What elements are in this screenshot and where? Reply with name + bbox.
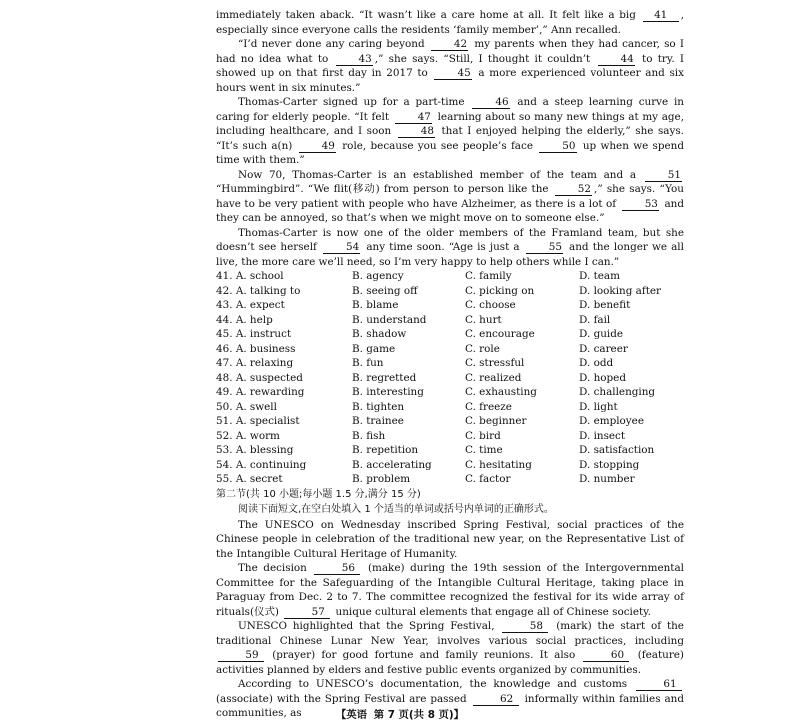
footer-subject: 【英语: [335, 709, 368, 721]
option-b: B. game: [352, 342, 396, 355]
option-d: D. fail: [579, 313, 611, 326]
option-row: [216, 269, 684, 284]
option-row: [216, 356, 684, 371]
option-a: 49. A. rewarding: [216, 386, 305, 398]
option-row: [216, 458, 684, 473]
option-a: 54. A. continuing: [216, 458, 307, 471]
option-b: B. accelerating: [352, 458, 432, 471]
blank-59: 59: [218, 650, 264, 662]
option-b: B. agency: [352, 270, 404, 282]
option-b: B. blame: [352, 299, 399, 311]
option-c: C. encourage: [465, 328, 535, 340]
option-row: [216, 284, 684, 299]
option-row: [216, 385, 684, 400]
option-a: 44. A. help: [216, 313, 273, 326]
option-row: [216, 342, 684, 357]
option-c: C. picking on: [465, 284, 535, 297]
option-c: C. realized: [465, 371, 522, 384]
option-row: [216, 429, 684, 444]
footer-page-number: 第 7 页(共 8 页)】: [373, 709, 465, 721]
option-row: [216, 298, 684, 313]
option-row: [216, 414, 684, 429]
option-c: C. stressful: [465, 357, 525, 369]
option-c: C. hesitating: [465, 458, 532, 471]
section-instruction: 阅读下面短文,在空白处填入 1 个适当的单词或括号内单词的正确形式。: [238, 504, 554, 515]
blank-52: 52: [555, 184, 592, 196]
option-b: B. tighten: [352, 400, 405, 413]
blank-62: 62: [473, 694, 519, 706]
option-b: B. seeing off: [352, 284, 418, 297]
blank-42: 42: [431, 39, 468, 51]
option-b: B. fish: [352, 429, 386, 442]
option-d: D. light: [579, 400, 618, 413]
option-a: 51. A. specialist: [216, 415, 300, 427]
paragraph: Thomas-Carter signed up for a part-time 46 and a steep learning curve in caring for elderly people. “It felt 47 learning about so many new things at my age, including healthcare, and I soon 48 that I enjoyed helping the elderly,” she says. “It’s such a(n) 49 role, because you see people’s face 50 up when we spend time with them.”: [216, 96, 685, 166]
section-heading: 第二节(共 10 小题;每小题 1.5 分,满分 15 分): [216, 488, 421, 500]
option-row: [216, 400, 684, 415]
option-c: C. time: [465, 444, 503, 456]
blank-45: 45: [434, 68, 471, 80]
paragraph: According to UNESCO’s documentation, the knowledge and customs 61 (associate) with the Spring Festival are passed 62 informally within families and communities, as: [216, 678, 685, 719]
option-c: C. beginner: [465, 415, 527, 427]
option-b: B. fun: [352, 357, 384, 369]
paragraph: UNESCO highlighted that the Spring Festival, 58 (mark) the start of the traditional Chinese Lunar New Year, involves various social practices, including 59 (prayer) for good fortune and family reunions. It also 60 (feature) activities planned by elders and festive public events organized by communities.: [216, 620, 684, 676]
blank-54: 54: [323, 242, 360, 254]
blank-58: 58: [502, 621, 548, 633]
blank-61: 61: [636, 679, 682, 691]
paragraph: Thomas-Carter is now one of the older members of the Framland team, but she doesn’t see herself 54 any time soon. “Age is just a 55 and the longer we all live, the more care we’ll need, so I’m very happy to help others while I can.”: [216, 226, 684, 268]
option-c: C. choose: [465, 299, 516, 311]
blank-47: 47: [395, 112, 432, 124]
blank-43: 43: [336, 54, 373, 66]
option-d: D. employee: [579, 415, 644, 427]
option-d: D. odd: [579, 357, 614, 369]
blank-57: 57: [284, 607, 330, 619]
blank-50: 50: [539, 141, 576, 153]
blank-53: 53: [622, 199, 659, 211]
option-row: [216, 371, 684, 386]
paragraph: Now 70, Thomas-Carter is an established member of the team and a 51 “Hummingbird”. “We flit(移动) from person to person like the 52 ,” she says. “You have to be very patient with people who have Alzheimer, as there is a lot of 53 and they can be annoyed, so that’s when we might move on to someone else.”: [216, 168, 684, 224]
option-d: D. looking after: [579, 284, 661, 297]
option-d: D. benefit: [579, 299, 631, 311]
blank-60: 60: [583, 650, 629, 662]
option-b: B. regretted: [352, 371, 417, 384]
exam-page: [216, 8, 684, 721]
blank-46: 46: [472, 97, 509, 109]
option-a: 50. A. swell: [216, 400, 277, 413]
option-d: D. hoped: [579, 371, 626, 384]
option-c: C. hurt: [465, 313, 502, 326]
option-d: D. team: [579, 270, 620, 282]
option-row: [216, 443, 684, 458]
option-c: C. role: [465, 342, 500, 355]
blank-44: 44: [598, 54, 635, 66]
page-footer: [0, 706, 800, 721]
option-a: 42. A. talking to: [216, 284, 301, 297]
option-row: [216, 472, 684, 487]
blank-51: 51: [645, 170, 682, 182]
option-a: 48. A. suspected: [216, 371, 303, 384]
option-b: B. shadow: [352, 328, 407, 340]
option-a: 47. A. relaxing: [216, 357, 294, 369]
option-a: 53. A. blessing: [216, 444, 294, 456]
option-a: 52. A. worm: [216, 429, 280, 442]
option-a: 43. A. expect: [216, 299, 285, 311]
option-a: 55. A. secret: [216, 473, 283, 485]
option-d: D. stopping: [579, 458, 640, 471]
option-a: 46. A. business: [216, 342, 296, 355]
option-c: C. family: [465, 270, 512, 282]
paragraph: The decision 56 (make) during the 19th session of the Intergovernmental Committee for the Safeguarding of the Intangible Cultural Heritage, taking place in Paraguay from Dec. 2 to 7. The committee recognized the festival for its wide array of rituals(仪式) 57 unique cultural elements that engage all of Chinese society.: [216, 562, 684, 618]
option-d: D. number: [579, 473, 635, 485]
option-c: C. freeze: [465, 400, 512, 413]
option-b: B. problem: [352, 473, 411, 485]
option-row: [216, 327, 684, 342]
option-d: D. satisfaction: [579, 444, 655, 456]
option-b: B. interesting: [352, 386, 424, 398]
paragraph: “I’d never done any caring beyond 42 my parents when they had cancer, so I had no idea what to 43 ,” she says. “Still, I thought it couldn’t 44 to try. I showed up on that first day in 2017 to 45 a more experienced volunteer and six hours went in six minutes.”: [216, 38, 685, 94]
option-row: [216, 313, 684, 328]
option-b: B. understand: [352, 313, 427, 326]
option-a: 41. A. school: [216, 270, 284, 282]
option-d: D. challenging: [579, 386, 656, 398]
option-a: 45. A. instruct: [216, 328, 292, 340]
blank-56: 56: [314, 563, 360, 575]
blank-41: 41: [643, 10, 679, 22]
option-d: D. insect: [579, 429, 626, 442]
paragraph: immediately taken aback. “It wasn’t like a care home at all. It felt like a big 41 , especially since everyone calls the residents ‘family member’,” Ann recalled.: [216, 9, 684, 36]
blank-49: 49: [299, 141, 336, 153]
blank-55: 55: [526, 242, 563, 254]
option-d: D. guide: [579, 328, 624, 340]
paragraph: The UNESCO on Wednesday inscribed Spring Festival, social practices of the Chinese people in celebration of the traditional new year, on the Representative List of the Intangible Cultural Heritage of Humanity.: [216, 518, 684, 560]
options-table: [216, 269, 684, 487]
option-b: B. repetition: [352, 444, 419, 456]
option-d: D. career: [579, 342, 628, 355]
blank-48: 48: [398, 126, 435, 138]
option-c: C. exhausting: [465, 386, 537, 398]
option-b: B. trainee: [352, 415, 404, 427]
option-c: C. bird: [465, 429, 501, 442]
option-c: C. factor: [465, 473, 511, 485]
